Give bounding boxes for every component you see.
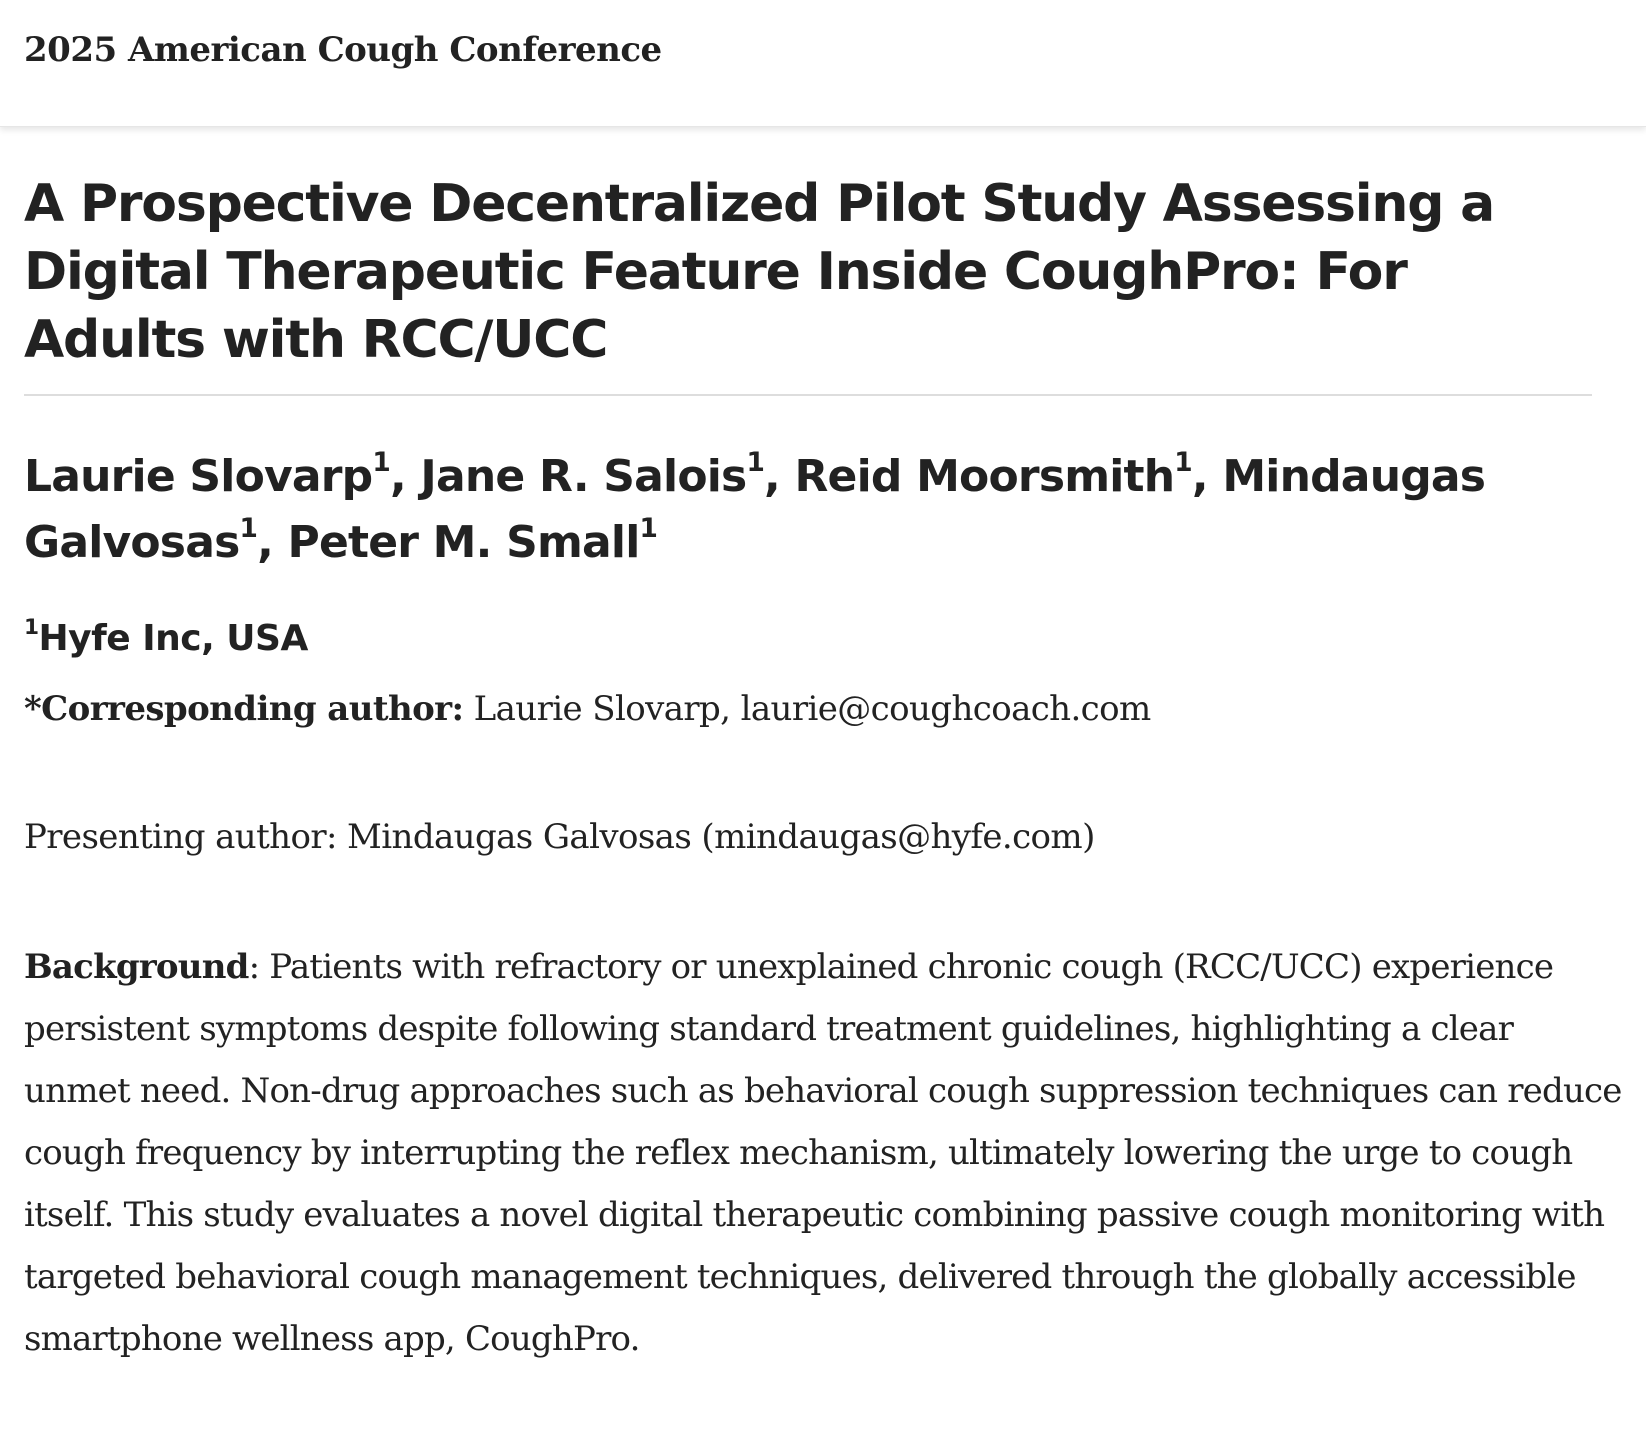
author-affiliation-marker: 1 <box>1174 447 1192 479</box>
background-text: : Patients with refractory or unexplained chronic cough (RCC/UCC) experience persistent symptoms despite following standard treatment guidelines, highlighting a clear unmet need. Non-drug approaches such as behavioral cough suppression techniques can reduce cough frequency by interrupting the reflex mechanism, ultimately lowering the urge to cough itself. This study evaluates a novel digital therapeutic combining passive cough monitoring with targeted behavioral cough management techniques, delivered through the globally accessible smartphone wellness app, CoughPro. <box>24 947 1622 1359</box>
corresponding-author <box>24 684 1622 734</box>
author-name: Mindaugas Galvosas <box>24 451 1486 568</box>
author <box>24 447 390 502</box>
author <box>794 447 1192 502</box>
title-divider <box>24 394 1592 396</box>
affiliation-name: Hyfe Inc, USA <box>38 618 308 659</box>
author-affiliation-marker: 1 <box>639 513 658 545</box>
conference-header <box>0 0 1646 127</box>
paper-title: A Prospective Decentralized Pilot Study Assessing a Digital Therapeutic Feature Inside CoughPro: For Adults with RCC/UCC <box>24 174 1495 370</box>
author-separator: , <box>1191 451 1223 502</box>
author-name: Reid Moorsmith <box>794 451 1175 502</box>
abstract-content <box>24 170 1622 1370</box>
affiliation <box>24 614 1622 664</box>
author-separator: , <box>257 517 288 568</box>
presenting-author: Presenting author: Mindaugas Galvosas (mindaugas@hyfe.com) <box>24 817 1095 857</box>
author-affiliation-marker: 1 <box>746 447 765 479</box>
author <box>287 513 658 568</box>
author-name: Peter M. Small <box>287 517 640 568</box>
author-name: Laurie Slovarp <box>24 451 373 502</box>
author-separator: , <box>764 451 795 502</box>
background-label: Background <box>24 947 249 987</box>
author-list <box>24 444 1584 576</box>
author-separator: , <box>389 451 421 502</box>
author-name: Jane R. Salois <box>420 451 747 502</box>
affiliation-marker: 1 <box>24 614 39 640</box>
background-section <box>24 936 1624 1370</box>
author-affiliation-marker: 1 <box>239 513 258 545</box>
conference-name: 2025 American Cough Conference <box>24 30 662 70</box>
author <box>420 447 765 502</box>
author-affiliation-marker: 1 <box>372 447 390 479</box>
corresponding-author-label: *Corresponding author: <box>24 689 464 729</box>
corresponding-author-value: Laurie Slovarp, laurie@coughcoach.com <box>463 689 1151 729</box>
